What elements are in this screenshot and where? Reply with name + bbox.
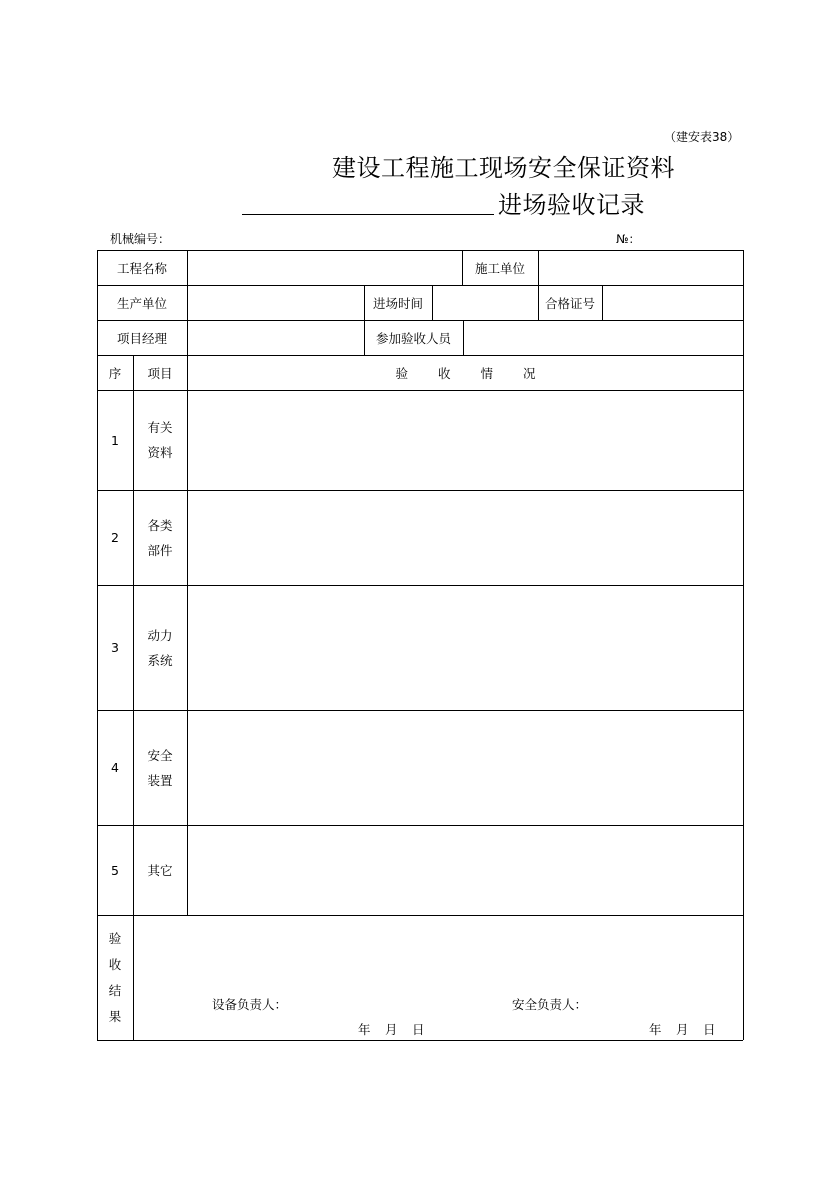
- equipment-responsible-label: 设备负责人：: [212, 997, 288, 1012]
- row-inspection-field[interactable]: [188, 490, 743, 585]
- record-number-label: №：: [616, 232, 641, 246]
- row-item-line1: 安全: [147, 747, 173, 763]
- seq-header: 序: [108, 365, 122, 381]
- row-item: [133, 825, 187, 915]
- result-label-char: 果: [108, 1008, 122, 1024]
- row-item-line2: 部件: [147, 542, 173, 558]
- form-code: （建安表38）: [664, 130, 740, 144]
- inspectors-label: 参加验收人员: [375, 330, 451, 346]
- row-inspection-field[interactable]: [188, 710, 743, 825]
- result-label: [97, 915, 133, 1040]
- row-inspection-field[interactable]: [188, 390, 743, 490]
- manufacturer-label: 生产单位: [116, 295, 167, 311]
- inspection-header: 验收情况: [395, 365, 566, 381]
- project-manager-field[interactable]: [188, 320, 364, 355]
- table-border-right: [743, 250, 744, 1040]
- row-item-line1: 各类: [147, 517, 173, 533]
- row-item: [133, 585, 187, 710]
- certificate-no-label: 合格证号: [544, 295, 595, 311]
- row-number: 4: [111, 760, 119, 775]
- page-subtitle: 进场验收记录: [498, 191, 645, 219]
- result-label-char: 收: [108, 956, 122, 972]
- table-border-bottom: [97, 1040, 743, 1041]
- project-name-field[interactable]: [188, 250, 462, 285]
- date-right: 年 月 日: [649, 1022, 717, 1037]
- item-header: 项目: [147, 365, 173, 381]
- row-item-line1: 其它: [147, 862, 173, 878]
- row-item: [133, 390, 187, 490]
- result-label-char: 结: [108, 982, 122, 998]
- row-item-line2: 装置: [147, 772, 173, 788]
- project-name-label: 工程名称: [116, 260, 167, 276]
- machine-no-label: 机械编号：: [110, 232, 171, 246]
- row-inspection-field[interactable]: [188, 585, 743, 710]
- project-manager-label: 项目经理: [116, 330, 167, 346]
- entry-time-label: 进场时间: [372, 295, 423, 311]
- row-number: 1: [111, 432, 119, 448]
- inspectors-field[interactable]: [464, 320, 743, 355]
- safety-responsible-label: 安全负责人：: [512, 997, 588, 1012]
- construction-unit-label: 施工单位: [474, 260, 525, 276]
- date-left: 年 月 日: [358, 1022, 426, 1037]
- row-item-line1: 动力: [147, 627, 173, 643]
- result-label-char: 验: [108, 930, 122, 946]
- row-number: 3: [111, 640, 119, 655]
- row-number: 2: [111, 530, 119, 545]
- row-item: [133, 490, 187, 585]
- page-title: 建设工程施工现场安全保证资料: [332, 154, 675, 182]
- entry-time-field[interactable]: [433, 285, 538, 320]
- row-number: 5: [111, 862, 119, 878]
- row-item: [133, 710, 187, 825]
- row-inspection-field[interactable]: [188, 825, 743, 915]
- certificate-no-field[interactable]: [603, 285, 743, 320]
- row-item-line2: 系统: [147, 652, 173, 668]
- manufacturer-field[interactable]: [188, 285, 364, 320]
- construction-unit-field[interactable]: [539, 250, 743, 285]
- row-item-line2: 资料: [147, 445, 173, 460]
- row-item-line1: 有关: [147, 420, 173, 435]
